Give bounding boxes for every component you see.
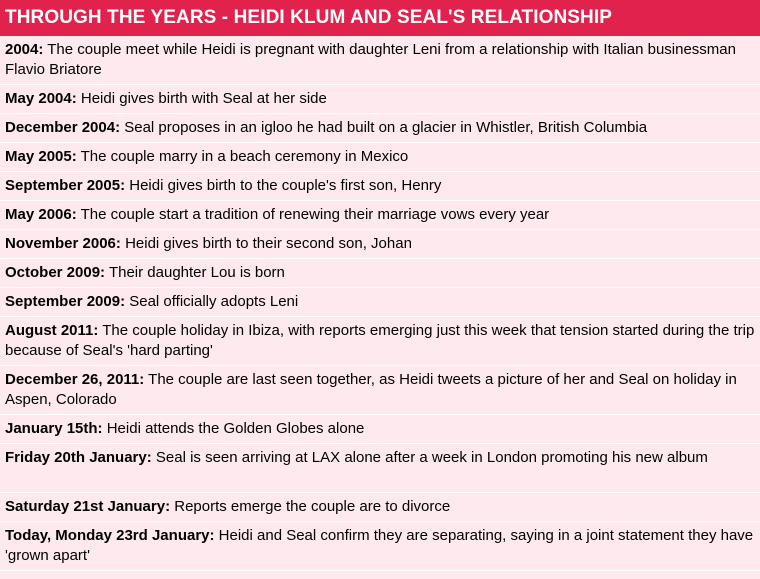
entry-date: January 15th: (5, 420, 103, 437)
entry-text: The couple are last seen together, as Heidi tweets a picture of her and Seal on holiday in Aspen, Colorado (5, 371, 737, 408)
timeline-entry (0, 317, 760, 366)
entry-date: October 2009: (5, 264, 106, 281)
timeline-entry (0, 288, 760, 317)
timeline-entry (0, 415, 760, 444)
entry-text: Heidi gives birth to their second son, Johan (120, 235, 412, 252)
timeline-entry (0, 493, 760, 522)
entry-text: Reports emerge the couple are to divorce (170, 498, 451, 515)
entry-text: Heidi gives birth to the couple's first son, Henry (125, 177, 442, 194)
entry-text: The couple meet while Heidi is pregnant with daughter Leni from a relationship with Italian businessman Flavio Briatore (5, 41, 736, 78)
entry-text: Seal officially adopts Leni (125, 293, 299, 310)
entry-date: May 2004: (5, 90, 77, 107)
entry-date: September 2005: (5, 177, 126, 194)
entry-date: Saturday 21st January: (5, 498, 171, 515)
timeline-entry (0, 114, 760, 143)
entry-date: August 2011: (5, 322, 99, 339)
timeline-entry (0, 85, 760, 114)
entry-text: Seal proposes in an igloo he had built on a glacier in Whistler, British Columbia (120, 119, 648, 136)
timeline-list (0, 36, 760, 571)
timeline-entry (0, 444, 760, 493)
entry-date: May 2005: (5, 148, 77, 165)
timeline-entry (0, 36, 760, 85)
timeline-entry (0, 143, 760, 172)
timeline-entry (0, 201, 760, 230)
entry-date: 2004: (5, 41, 44, 58)
timeline-entry (0, 230, 760, 259)
entry-text: Heidi gives birth with Seal at her side (76, 90, 327, 107)
entry-date: December 2004: (5, 119, 121, 136)
timeline-entry (0, 366, 760, 415)
timeline-entry (0, 172, 760, 201)
timeline-entry (0, 522, 760, 571)
entry-text: Their daughter Lou is born (105, 264, 285, 281)
entry-date: December 26, 2011: (5, 371, 145, 388)
entry-text: Heidi attends the Golden Globes alone (102, 420, 365, 437)
timeline-title: THROUGH THE YEARS - HEIDI KLUM AND SEAL'S RELATIONSHIP (0, 0, 760, 36)
entry-date: September 2009: (5, 293, 126, 310)
entry-date: Today, Monday 23rd January: (5, 527, 215, 544)
entry-text: The couple start a tradition of renewing their marriage vows every year (76, 206, 550, 223)
entry-text: The couple holiday in Ibiza, with reports emerging just this week that tension started during the trip because of Seal's 'hard parting' (5, 322, 755, 359)
entry-date: November 2006: (5, 235, 121, 252)
timeline-entry (0, 259, 760, 288)
entry-date: May 2006: (5, 206, 77, 223)
entry-text: Heidi and Seal confirm they are separating, saying in a joint statement they have 'grown apart' (5, 527, 754, 564)
entry-text: Seal is seen arriving at LAX alone after a week in London promoting his new album (151, 449, 708, 466)
entry-text: The couple marry in a beach ceremony in Mexico (76, 148, 409, 165)
entry-date: Friday 20th January: (5, 449, 152, 466)
